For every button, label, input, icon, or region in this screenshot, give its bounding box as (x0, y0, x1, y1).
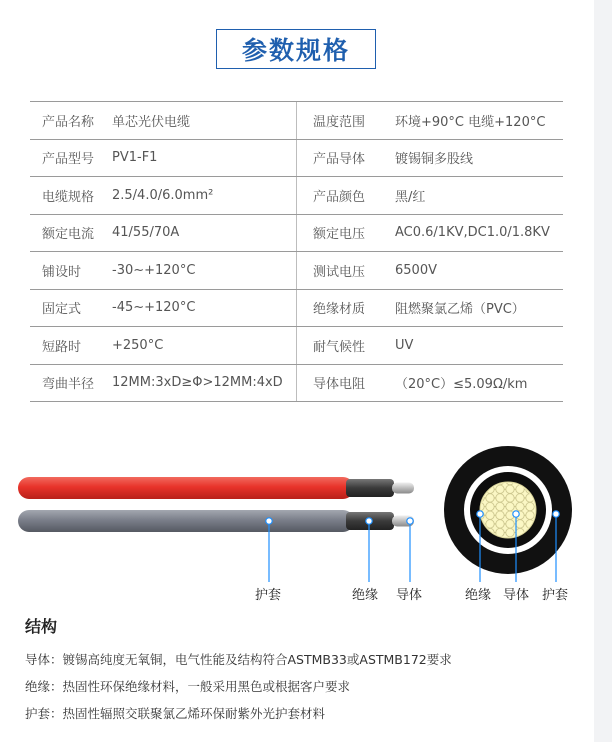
spec-left-key: 产品名称 (42, 114, 95, 130)
spec-right-key: 温度范围 (313, 114, 366, 130)
spec-left-key: 电缆规格 (42, 189, 95, 205)
label-conductor-side: 导体 (396, 588, 423, 603)
spec-left-value: PV1-F1 (112, 150, 158, 166)
spec-right-key: 额定电压 (313, 227, 366, 243)
column-divider (296, 140, 297, 177)
spec-left-value: 12MM:3xD≥Φ>12MM:4xD (112, 375, 283, 391)
spec-left-key: 产品型号 (42, 152, 95, 168)
spec-left-key: 短路时 (42, 339, 82, 355)
spec-right-key: 产品颜色 (313, 189, 366, 205)
spec-right-value: 环境+90°C 电缆+120°C (395, 114, 546, 130)
label-sheath-cross: 护套 (542, 588, 569, 603)
cross-section (444, 446, 572, 574)
column-divider (296, 177, 297, 214)
spec-left-value: -30~+120°C (112, 262, 196, 278)
spec-row (30, 252, 563, 290)
column-divider (296, 290, 297, 327)
spec-row (30, 327, 563, 365)
spec-right-key: 导体电阻 (313, 377, 366, 393)
spec-left-value: 41/55/70A (112, 225, 180, 241)
column-divider (296, 252, 297, 289)
label-conductor-cross: 导体 (503, 588, 530, 603)
spec-row (30, 290, 563, 328)
structure-line-sheath: 护套：热固性辐照交联聚氯乙烯环保耐紫外光护套材料 (25, 706, 326, 721)
structure-line-conductor: 导体：镀锡高纯度无氧铜，电气性能及结构符合ASTMB33或ASTMB172要求 (25, 652, 452, 667)
section-title-box (216, 29, 376, 69)
spec-right-value: 黑/红 (395, 189, 426, 205)
spec-right-key: 耐气候性 (313, 339, 366, 355)
spec-left-value: +250°C (112, 337, 164, 353)
spec-left-value: 单芯光伏电缆 (112, 114, 191, 130)
spec-row (30, 365, 563, 403)
label-insulation-cross: 绝缘 (465, 588, 492, 603)
column-divider (296, 327, 297, 364)
right-edge-strip (594, 0, 612, 742)
spec-row (30, 102, 563, 140)
structure-title: 结构 (25, 617, 58, 636)
spec-right-value: 阻燃聚氯乙烯（PVC） (395, 302, 525, 318)
column-divider (296, 102, 297, 139)
cable-diagram (0, 420, 594, 610)
spec-left-value: 2.5/4.0/6.0mm² (112, 187, 214, 203)
spec-left-key: 弯曲半径 (42, 377, 95, 393)
spec-left-value: -45~+120°C (112, 300, 196, 316)
spec-left-key: 固定式 (42, 302, 82, 318)
column-divider (296, 215, 297, 252)
spec-right-key: 绝缘材质 (313, 302, 366, 318)
spec-right-value: UV (395, 337, 414, 353)
spec-table (30, 101, 563, 402)
label-insulation-side: 绝缘 (352, 588, 379, 603)
column-divider (296, 365, 297, 402)
spec-left-key: 铺设时 (42, 264, 82, 280)
spec-left-key: 额定电流 (42, 227, 95, 243)
spec-row (30, 140, 563, 178)
label-sheath-side: 护套 (255, 588, 282, 603)
red-cable (18, 477, 414, 499)
spec-right-key: 产品导体 (313, 152, 366, 168)
spec-right-value: （20°C）≤5.09Ω/km (395, 377, 528, 393)
spec-row (30, 215, 563, 253)
spec-right-value: AC0.6/1KV,DC1.0/1.8KV (395, 225, 550, 241)
spec-right-key: 测试电压 (313, 264, 366, 280)
gray-cable (18, 510, 414, 532)
section-title: 参数规格 (241, 36, 350, 65)
spec-row (30, 177, 563, 215)
spec-right-value: 镀锡铜多股线 (395, 152, 474, 168)
cable-illustration (0, 420, 594, 610)
structure-line-insulation: 绝缘：热固性环保绝缘材料，一般采用黑色或根据客户要求 (25, 679, 351, 694)
spec-right-value: 6500V (395, 262, 437, 278)
